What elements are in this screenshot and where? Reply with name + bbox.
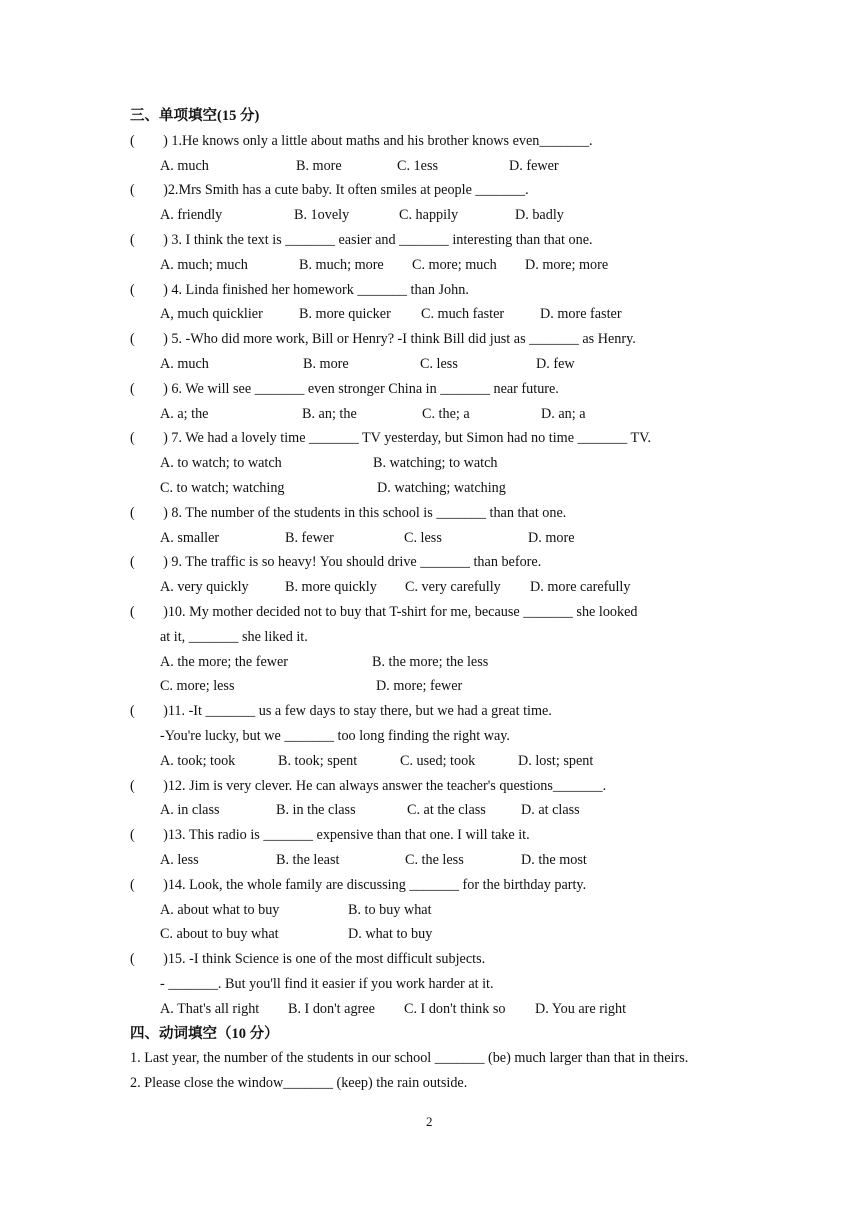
answer-option: A. friendly	[160, 207, 223, 224]
question-stem: ( ) 7. We had a lovely time _______ TV yesterday, but Simon had no time _______ TV.	[130, 430, 652, 447]
answer-option: C. more; much	[412, 256, 497, 273]
answer-option: A. much	[160, 157, 209, 174]
answer-option: D. watching; watching	[377, 480, 506, 496]
answer-option: C. to watch; watching	[160, 480, 285, 496]
answer-option: D. more; more	[525, 256, 609, 273]
answer-option: D. what to buy	[348, 926, 433, 943]
answer-option: B. an; the	[302, 405, 357, 422]
answer-option: A. took; took	[160, 752, 236, 769]
answer-option: D. the most	[521, 852, 587, 868]
answer-option: C. at the class	[407, 802, 486, 819]
question-stem: ( ) 5. -Who did more work, Bill or Henry? -I think Bill did just as _______ as Henry.	[130, 331, 636, 348]
answer-option: B. much; more	[299, 256, 384, 273]
answer-option: A. to watch; to watch	[160, 455, 282, 472]
answer-option: B. in the class	[276, 802, 356, 819]
answer-option: A. a; the	[160, 405, 209, 422]
answer-option: B. took; spent	[278, 752, 358, 769]
answer-option: D. more faster	[540, 306, 622, 323]
answer-option: C. very carefully	[405, 579, 501, 596]
answer-option: C. the; a	[422, 405, 470, 422]
answer-option: C. 1ess	[397, 157, 438, 174]
answer-option: B. to buy what	[348, 901, 432, 918]
question-stem-continued: at it, _______ she liked it.	[160, 628, 308, 645]
question-stem: ( )10. My mother decided not to buy that T-shirt for me, because _______ she looked	[130, 604, 638, 620]
question-stem: ( )12. Jim is very clever. He can always answer the teacher's questions_______.	[130, 777, 607, 794]
question-stem: ( )14. Look, the whole family are discussing _______ for the birthday party.	[130, 876, 587, 893]
answer-option: C. happily	[399, 207, 459, 224]
answer-option: C. much faster	[421, 306, 505, 323]
question-stem: ( ) 8. The number of the students in this school is _______ than that one.	[130, 504, 567, 521]
section-4-title: 四、动词填空（10 分）	[130, 1025, 279, 1042]
answer-option: A. much	[160, 356, 209, 372]
question-stem: ( ) 1.He knows only a little about maths and his brother knows even_______.	[130, 132, 593, 149]
question-stem-continued: - _______. But you'll find it easier if you work harder at it.	[160, 976, 494, 992]
question-stem: ( ) 9. The traffic is so heavy! You should drive _______ than before.	[130, 554, 542, 571]
question-stem: ( )15. -I think Science is one of the most difficult subjects.	[130, 951, 486, 968]
answer-option: D. lost; spent	[518, 752, 594, 769]
answer-option: B. the least	[276, 852, 340, 868]
question-stem: ( ) 4. Linda finished her homework _______ than John.	[130, 281, 469, 298]
answer-option: B. 1ovely	[294, 207, 350, 224]
answer-option: C. about to buy what	[160, 926, 279, 943]
question-stem-continued: -You're lucky, but we _______ too long finding the right way.	[160, 728, 510, 744]
answer-option: D. at class	[521, 802, 580, 819]
section-3-title: 三、单项填空(15 分)	[130, 108, 260, 124]
answer-option: A. in class	[160, 802, 220, 819]
answer-option: B. more	[296, 157, 342, 174]
answer-option: D. badly	[515, 207, 564, 224]
question-stem: ( )13. This radio is _______ expensive than that one. I will take it.	[130, 827, 530, 844]
answer-option: B. the more; the less	[372, 653, 489, 670]
page-number: 2	[426, 1114, 433, 1129]
answer-option: D. You are right	[535, 1000, 627, 1017]
answer-option: A, much quicklier	[160, 306, 263, 323]
answer-option: C. less	[404, 529, 442, 546]
answer-option: C. less	[420, 356, 458, 372]
question-stem: ( )2.Mrs Smith has a cute baby. It often smiles at people _______.	[130, 182, 529, 199]
fill-in-item: 2. Please close the window_______ (keep) the rain outside.	[130, 1075, 468, 1092]
answer-option: A. less	[160, 852, 199, 868]
answer-option: A. about what to buy	[160, 901, 280, 918]
answer-option: C. the less	[405, 852, 464, 868]
answer-option: B. more quickly	[285, 579, 377, 596]
answer-option: A. That's all right	[160, 1000, 260, 1017]
answer-option: C. used; took	[400, 752, 476, 769]
answer-option: D. fewer	[509, 157, 559, 174]
answer-option: A. the more; the fewer	[160, 653, 289, 670]
question-stem: ( ) 6. We will see _______ even stronger China in _______ near future.	[130, 380, 559, 397]
answer-option: B. watching; to watch	[373, 455, 498, 472]
answer-option: B. more quicker	[299, 306, 391, 323]
answer-option: B. fewer	[285, 529, 334, 546]
answer-option: D. more	[528, 529, 575, 546]
question-stem: ( )11. -It _______ us a few days to stay there, but we had a great time.	[130, 703, 552, 720]
answer-option: D. more; fewer	[376, 678, 463, 695]
answer-option: C. more; less	[160, 678, 235, 695]
answer-option: B. I don't agree	[288, 1000, 375, 1017]
answer-option: D. an; a	[541, 405, 586, 422]
answer-option: A. very quickly	[160, 579, 249, 596]
answer-option: A. much; much	[160, 256, 248, 273]
answer-option: C. I don't think so	[404, 1000, 506, 1017]
question-stem: ( ) 3. I think the text is _______ easier and _______ interesting than that one.	[130, 232, 593, 248]
fill-in-item: 1. Last year, the number of the students in our school _______ (be) much larger than that in theirs.	[130, 1050, 689, 1067]
answer-option: A. smaller	[160, 529, 220, 546]
answer-option: D. few	[536, 356, 575, 372]
answer-option: B. more	[303, 356, 349, 372]
answer-option: D. more carefully	[530, 579, 631, 596]
